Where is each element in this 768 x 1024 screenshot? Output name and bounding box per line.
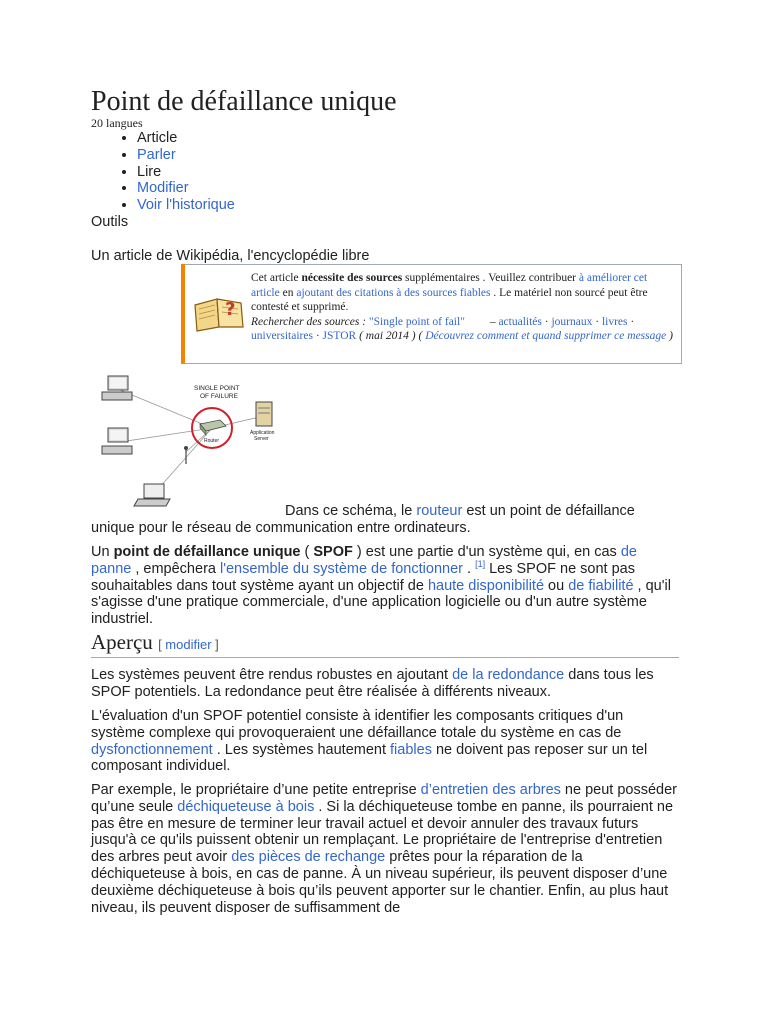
paragraph: Les systèmes peuvent être rendus robustes en ajoutant de la redondance dans tous les SPOF potentiels. La redondance peut être réalisée à différents niveaux. — [91, 667, 654, 700]
link-reliability[interactable]: de fiabilité — [568, 577, 634, 594]
notice-text: Cet article nécessite des sources supplémentaires . Veuillez contribuer à améliorer cet article en ajoutant des citations à des sources fiables . Le matériel non sourcé peut être contesté et supprimé. Rechercher des sources : "Single point of fail" – actualités · journaux · livres · universitaires · JSTOR ( mai 2014 ) ( Découvrez comment et quand supprimer ce message ) — [251, 272, 673, 342]
computer-icon — [102, 428, 132, 454]
site-subtitle: Un article de Wikipédia, l'encyclopédie libre — [91, 248, 370, 264]
page-title: Point de défaillance unique — [91, 86, 397, 117]
link-search-query[interactable]: "Single point of fail" — [368, 315, 465, 328]
tab-read[interactable]: • Lire — [137, 164, 235, 181]
server-icon — [256, 402, 272, 426]
tab-article[interactable]: • Article — [137, 130, 235, 147]
laptop-icon — [134, 484, 170, 506]
tab-history[interactable]: • Voir l'historique — [137, 197, 235, 214]
link-redundancy[interactable]: de la redondance — [452, 667, 565, 683]
link-journals[interactable]: journaux — [551, 315, 593, 328]
link-wood-chipper[interactable]: déchiqueteuse à bois — [177, 798, 315, 815]
section-heading-apercu: Aperçu [ modifier ] — [91, 630, 679, 658]
section-edit: [ modifier ] — [158, 637, 219, 652]
figure-caption: Dans ce schéma, le routeur est un point de défaillance — [285, 503, 635, 519]
spof-label: SINGLE POINT — [194, 385, 240, 392]
link-reliable[interactable]: fiables — [390, 741, 432, 758]
section-edit-link[interactable]: modifier — [165, 637, 212, 652]
link-scholar[interactable]: universitaires — [251, 330, 313, 342]
maintenance-notice — [181, 264, 682, 364]
link-remove-message[interactable]: Découvrez comment et quand supprimer ce message — [425, 330, 667, 342]
link-improve-article[interactable]: à améliorer cet article — [251, 272, 648, 299]
svg-text:?: ? — [225, 299, 236, 320]
link-whole-system[interactable]: l'ensemble du système de fonctionner — [220, 560, 463, 577]
languages-button[interactable]: 20 langues — [91, 116, 143, 130]
notice-stripe — [181, 264, 185, 272]
tab-talk[interactable]: • Parler — [137, 147, 235, 164]
router-icon — [200, 420, 226, 435]
link-news[interactable]: actualités — [498, 315, 542, 328]
paragraph: L'évaluation d'un SPOF potentiel consiste à identifier les composants critiques d'un système complexe qui provoqueraient une défaillance totale du système en cas de dysfonctionnement . Les systèmes hautement fiables ne doivent pas reposer sur un tel composant individuel. — [91, 708, 648, 775]
link-malfunction[interactable]: dysfonctionnement — [91, 741, 213, 758]
tab-edit[interactable]: • Modifier — [137, 180, 235, 197]
link-add-citations[interactable]: ajoutant des citations à des sources fiables — [296, 286, 491, 299]
link-books[interactable]: livres — [601, 315, 628, 328]
server-label: Application — [250, 430, 275, 436]
tools-menu[interactable]: Outils — [91, 214, 129, 230]
computer-icon — [102, 376, 132, 400]
paragraph: Par exemple, le propriétaire d’une petite entreprise d’entretien des arbres ne peut posséder qu’une seule déchiqueteuse à bois . Si la déchiqueteuse tombe en panne, ils pourraient ne pas être en mesure de terminer leur travail actuel et devoir annuler des travaux futurs jusqu'à ce qu'ils puissent obtenir un remplaçant. Le propriétaire de l'entreprise d'entretien des arbres peut avoir des pièces de rechange prêtes pour la réparation de la déchiqueteuse à bois, en cas de panne. À un niveau supérieur, ils peuvent disposer d’une deuxième déchiqueteuse à bois qu’ils peuvent apporter sur le chantier. Enfin, au plus haut niveau, ils peuvent disposer de suffisamment de — [91, 782, 677, 916]
server-label: Server — [254, 436, 269, 442]
link-jstor[interactable]: JSTOR — [322, 330, 357, 342]
spof-diagram[interactable] — [94, 368, 316, 514]
link-failure[interactable]: de panne — [91, 544, 637, 577]
intro-paragraph: Un point de défaillance unique ( SPOF ) est une partie d'un système qui, en cas de panne , empêchera l'ensemble du système de fonctionner . [1] Les SPOF ne sont pas souhaitables dans tout système ayant un objectif de haute disponibilité ou de fiabilité , qu'il s'agisse d'une pratique commerciale, d'une application logicielle ou d'un autre système industriel. — [91, 544, 671, 628]
book-question-icon — [193, 293, 245, 333]
reference-1[interactable]: [1] — [475, 558, 486, 569]
page-tabs — [91, 130, 235, 214]
link-router[interactable]: routeur — [416, 503, 463, 519]
router-label: Router — [204, 438, 220, 444]
link-spare-parts[interactable]: des pièces de rechange — [231, 849, 386, 866]
link-high-availability[interactable]: haute disponibilité — [427, 577, 545, 594]
spof-label: OF FAILURE — [200, 393, 238, 400]
link-tree-care[interactable]: d’entretien des arbres — [420, 782, 561, 798]
antenna-icon — [184, 446, 188, 464]
figure-caption-line2: unique pour le réseau de communication entre ordinateurs. — [91, 520, 471, 536]
